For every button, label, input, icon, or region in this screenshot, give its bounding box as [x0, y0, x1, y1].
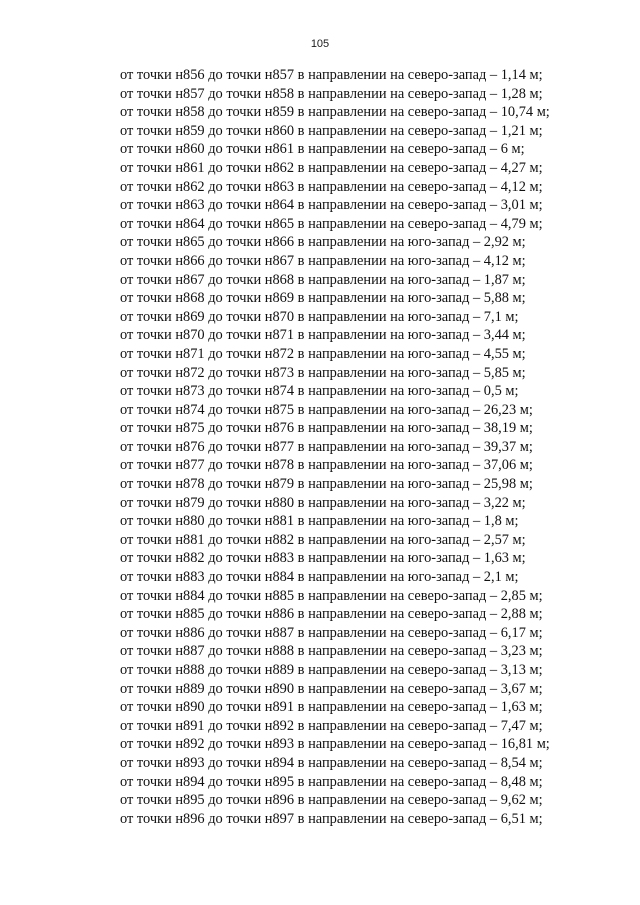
list-item: от точки н887 до точки н888 в направлении на северо-запад – 3,23 м;: [120, 643, 543, 660]
list-item: от точки н862 до точки н863 в направлении на северо-запад – 4,12 м;: [120, 178, 543, 195]
list-item: от точки н871 до точки н872 в направлении на юго-запад – 4,55 м;: [120, 345, 526, 362]
list-item: от точки н866 до точки н867 в направлении на юго-запад – 4,12 м;: [120, 252, 526, 269]
list-item: от точки н875 до точки н876 в направлении на юго-запад – 38,19 м;: [120, 420, 533, 437]
list-item: от точки н868 до точки н869 в направлении на юго-запад – 5,88 м;: [120, 290, 526, 307]
list-item: от точки н890 до точки н891 в направлении на северо-запад – 1,63 м;: [120, 699, 543, 716]
list-item: от точки н874 до точки н875 в направлении на юго-запад – 26,23 м;: [120, 401, 533, 418]
list-item: от точки н886 до точки н887 в направлении на северо-запад – 6,17 м;: [120, 624, 543, 641]
list-item: от точки н870 до точки н871 в направлении на юго-запад – 3,44 м;: [120, 327, 526, 344]
list-item: от точки н867 до точки н868 в направлении на юго-запад – 1,87 м;: [120, 271, 526, 288]
list-item: от точки н889 до точки н890 в направлении на северо-запад – 3,67 м;: [120, 680, 543, 697]
list-item: от точки н864 до точки н865 в направлении на северо-запад – 4,79 м;: [120, 215, 543, 232]
page-number: 105: [310, 38, 330, 50]
list-item: от точки н892 до точки н893 в направлении на северо-запад – 16,81 м;: [120, 736, 550, 753]
list-item: от точки н880 до точки н881 в направлении на юго-запад – 1,8 м;: [120, 513, 519, 530]
list-item: от точки н895 до точки н896 в направлении на северо-запад – 9,62 м;: [120, 792, 543, 809]
list-item: от точки н861 до точки н862 в направлении на северо-запад – 4,27 м;: [120, 159, 543, 176]
list-item: от точки н857 до точки н858 в направлении на северо-запад – 1,28 м;: [120, 85, 543, 102]
list-item: от точки н881 до точки н882 в направлении на юго-запад – 2,57 м;: [120, 531, 526, 548]
list-item: от точки н896 до точки н897 в направлении на северо-запад – 6,51 м;: [120, 810, 543, 827]
list-item: от точки н888 до точки н889 в направлении на северо-запад – 3,13 м;: [120, 662, 543, 678]
list-item: от точки н893 до точки н894 в направлении на северо-запад – 8,54 м;: [120, 754, 543, 771]
list-item: от точки н878 до точки н879 в направлении на юго-запад – 25,98 м;: [120, 476, 533, 493]
list-item: от точки н884 до точки н885 в направлении на северо-запад – 2,85 м;: [120, 587, 543, 604]
list-item: от точки н885 до точки н886 в направлении на северо-запад – 2,88 м;: [120, 606, 543, 623]
boundary-description-list: [120, 66, 620, 828]
list-item: от точки н865 до точки н866 в направлении на юго-запад – 2,92 м;: [120, 234, 526, 251]
list-item: от точки н858 до точки н859 в направлении на северо-запад – 10,74 м;: [120, 104, 550, 121]
list-item: от точки н863 до точки н864 в направлении на северо-запад – 3,01 м;: [120, 197, 543, 214]
list-item: от точки н856 до точки н857 в направлении на северо-запад – 1,14 м;: [120, 67, 543, 83]
list-item: от точки н873 до точки н874 в направлении на юго-запад – 0,5 м;: [120, 383, 519, 400]
list-item: от точки н883 до точки н884 в направлении на юго-запад – 2,1 м;: [120, 569, 519, 586]
list-item: от точки н891 до точки н892 в направлении на северо-запад – 7,47 м;: [120, 717, 543, 734]
list-item: от точки н894 до точки н895 в направлении на северо-запад – 8,48 м;: [120, 773, 543, 790]
list-item: от точки н872 до точки н873 в направлении на юго-запад – 5,85 м;: [120, 364, 526, 381]
list-item: от точки н877 до точки н878 в направлении на юго-запад – 37,06 м;: [120, 457, 533, 474]
list-item: от точки н860 до точки н861 в направлении на северо-запад – 6 м;: [120, 141, 525, 158]
list-item: от точки н859 до точки н860 в направлении на северо-запад – 1,21 м;: [120, 122, 543, 139]
list-item: от точки н879 до точки н880 в направлении на юго-запад – 3,22 м;: [120, 494, 526, 511]
list-item: от точки н869 до точки н870 в направлении на юго-запад – 7,1 м;: [120, 308, 519, 325]
list-item: от точки н876 до точки н877 в направлении на юго-запад – 39,37 м;: [120, 438, 533, 455]
list-item: от точки н882 до точки н883 в направлении на юго-запад – 1,63 м;: [120, 550, 526, 567]
